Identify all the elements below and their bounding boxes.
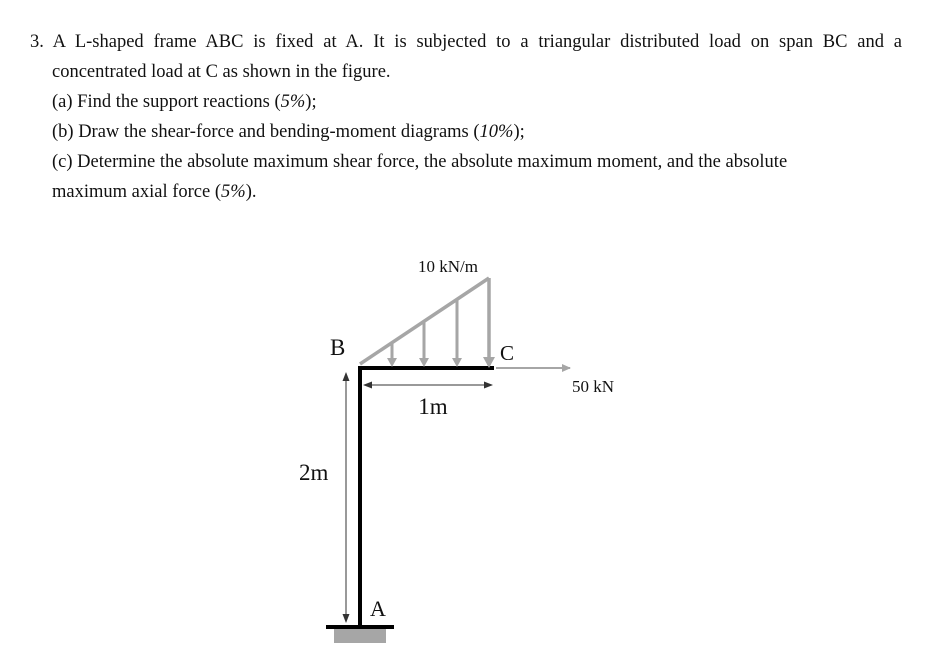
part-a-percent: 5% bbox=[280, 92, 306, 112]
part-a-text: (a) Find the support reactions ( bbox=[52, 92, 281, 112]
part-c-text: maximum axial force ( bbox=[52, 182, 222, 202]
load-arrowhead-3 bbox=[452, 358, 462, 367]
part-c-percent: 5% bbox=[221, 182, 246, 202]
point-c-label: C bbox=[500, 341, 515, 365]
fixed-support-ground bbox=[334, 629, 386, 643]
problem-line-1: 3. A L-shaped frame ABC is fixed at A. It is subjected to a triangular distributed load on span BC and a bbox=[30, 32, 902, 52]
part-a-end: ); bbox=[305, 92, 317, 112]
point-a-label: A bbox=[370, 596, 386, 621]
point-load-label: 50 kN bbox=[572, 377, 615, 396]
span-bc-label: 1m bbox=[418, 394, 448, 419]
load-arrowhead-2 bbox=[419, 358, 429, 367]
part-b-end: ); bbox=[513, 122, 525, 142]
load-intensity-label: 10 kN/m bbox=[418, 257, 478, 276]
part-c-line-1: (c) Determine the absolute maximum shear force, the absolute maximum moment, and the absolute bbox=[52, 152, 788, 172]
distributed-load bbox=[360, 278, 495, 368]
height-ab-label: 2m bbox=[299, 460, 329, 485]
problem-line-2: concentrated load at C as shown in the figure. bbox=[52, 62, 391, 82]
part-b-text: (b) Draw the shear-force and bending-moment diagrams ( bbox=[52, 122, 480, 142]
part-b-percent: 10% bbox=[479, 122, 514, 142]
load-arrowhead-1 bbox=[387, 358, 397, 367]
point-b-label: B bbox=[330, 335, 346, 360]
part-c-end: ). bbox=[245, 182, 257, 202]
